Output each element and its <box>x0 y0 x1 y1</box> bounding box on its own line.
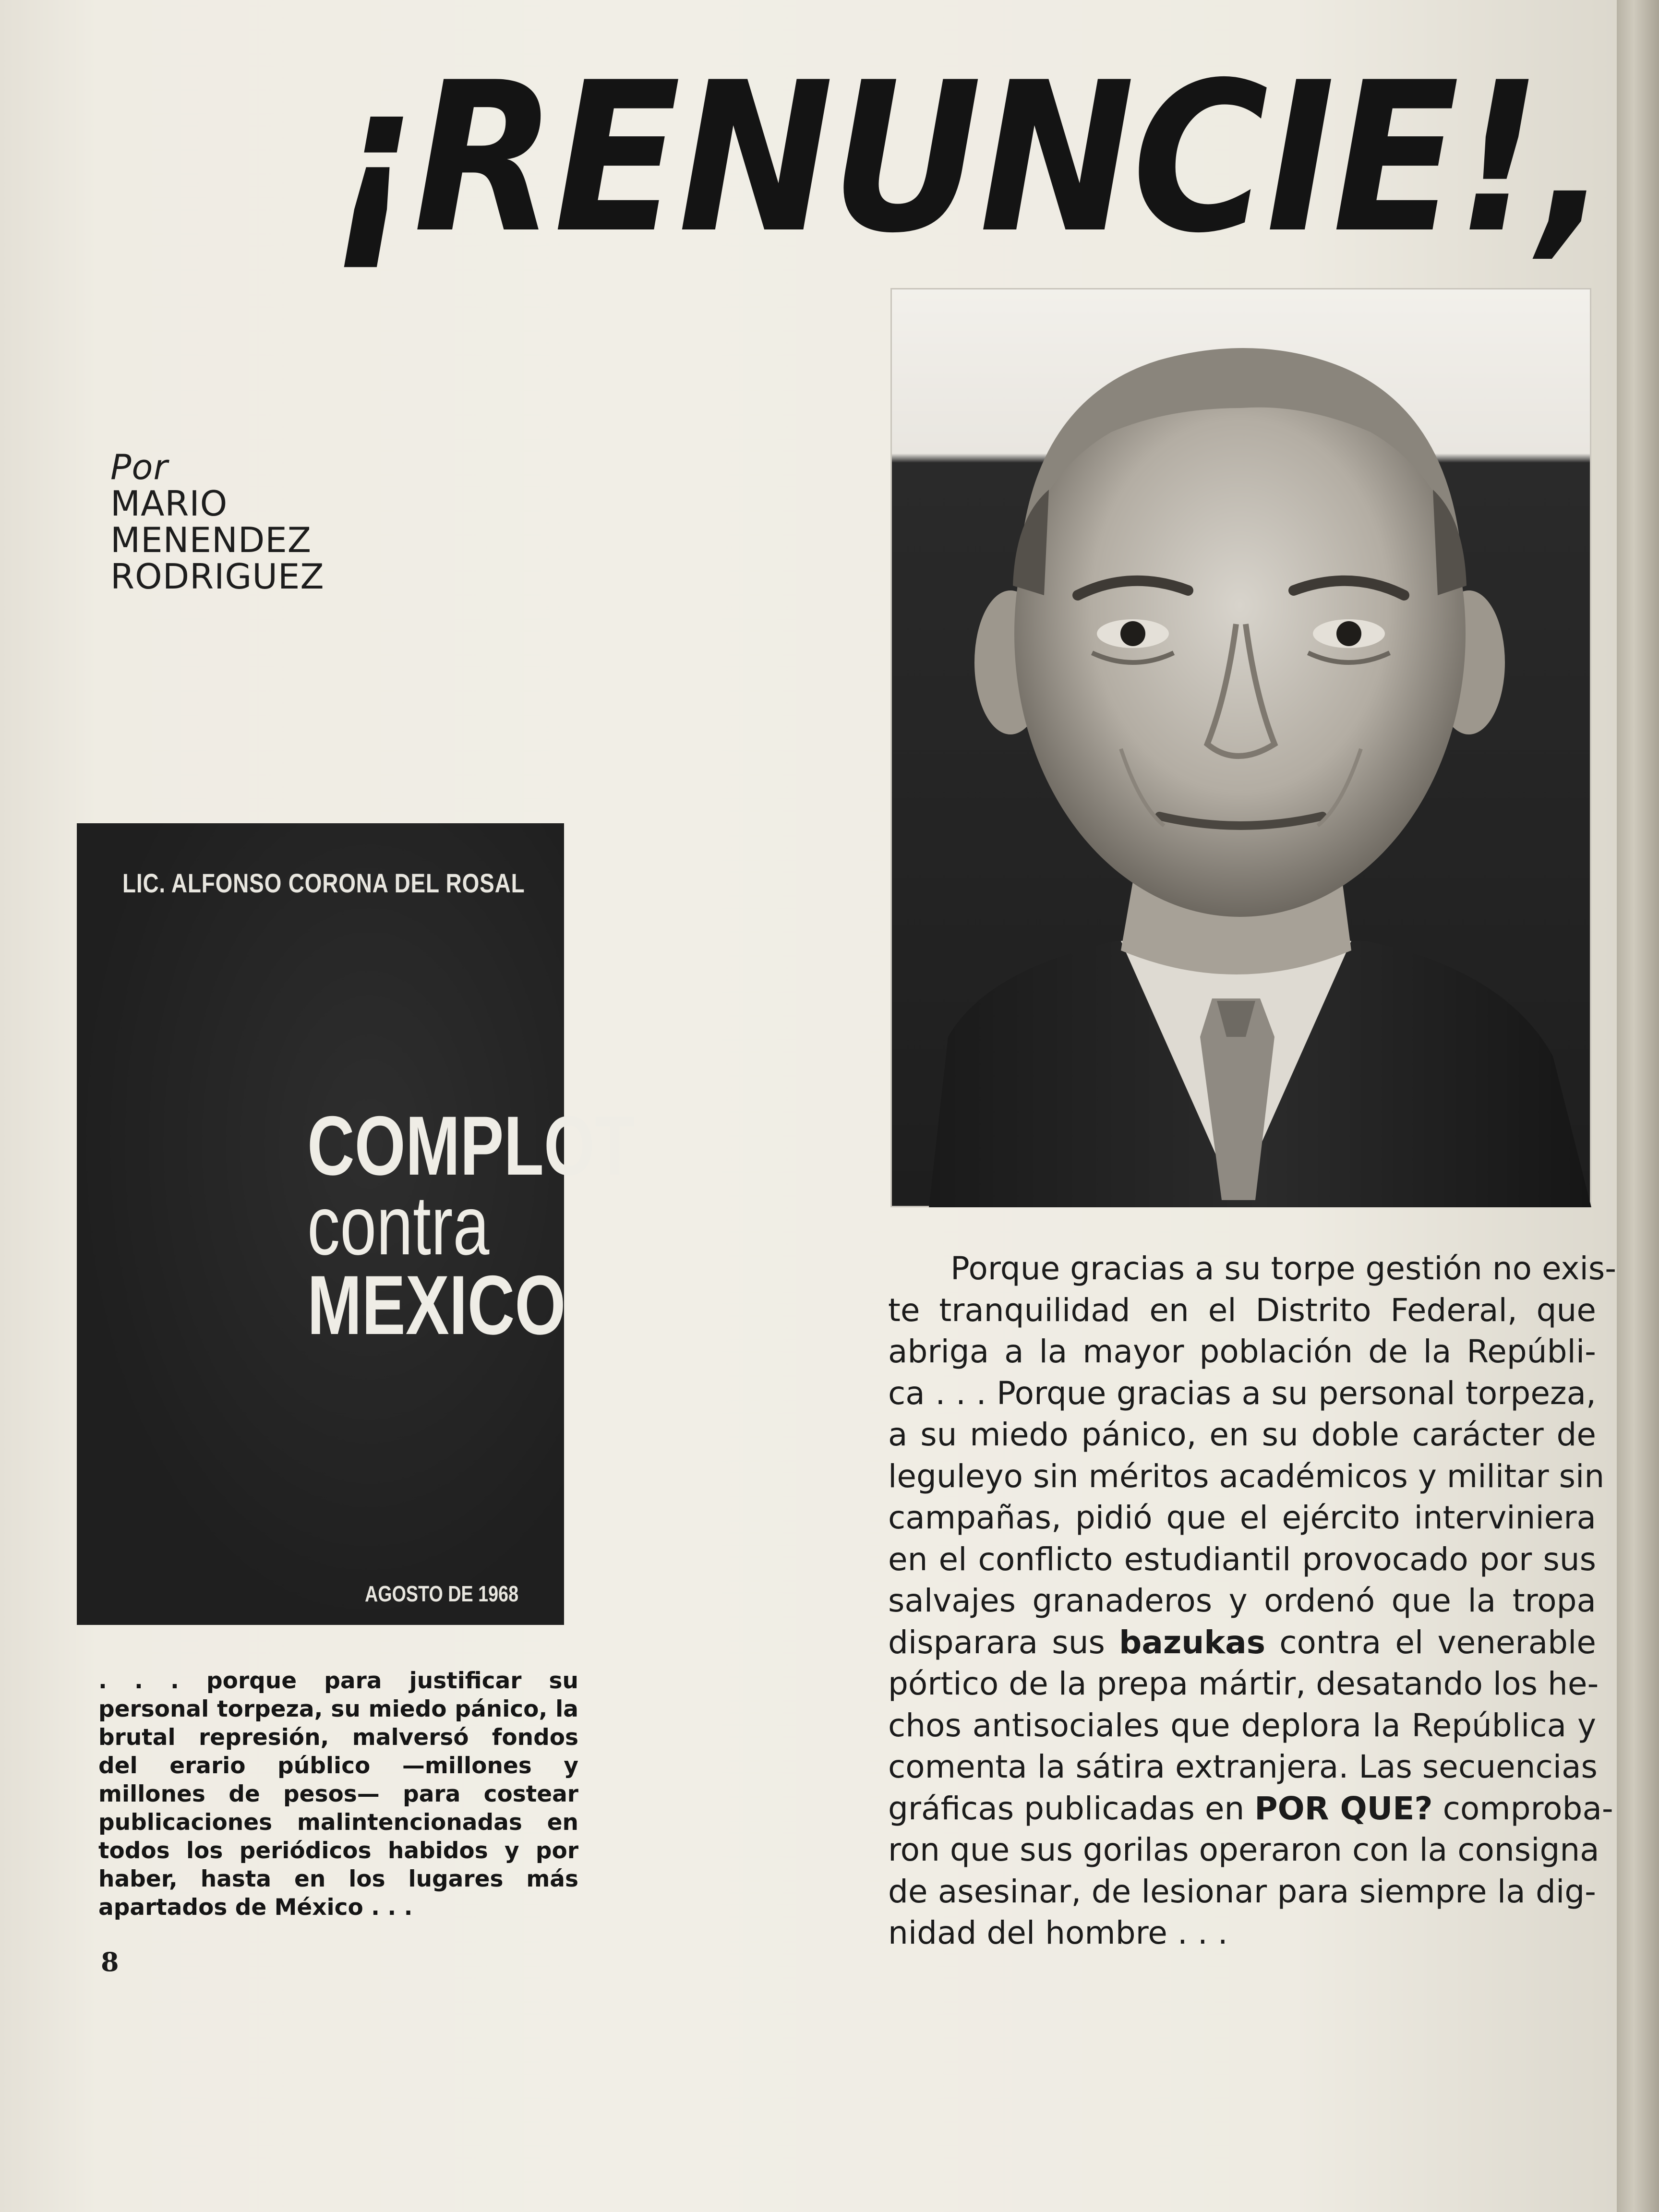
article-body <box>888 1248 1617 1954</box>
article-line: Porque gracias a su torpe gestión no exis- <box>950 1250 1617 1287</box>
article-text: contra el venerable <box>1265 1623 1596 1661</box>
article-text: comproba- <box>1432 1790 1613 1827</box>
portrait-photo-graphic <box>890 288 1591 1207</box>
byline-name-line: MENENDEZ <box>110 520 312 560</box>
article-line-with-bold <box>888 1622 1596 1664</box>
article-line: ron que sus gorilas operaron con la consigna <box>888 1831 1599 1868</box>
article-line: en el conflicto estudiantil provocado por sus <box>888 1540 1596 1578</box>
page-number: 8 <box>101 1947 119 1977</box>
article-line-with-bold <box>888 1788 1613 1830</box>
portrait-photo <box>890 288 1591 1207</box>
article-line: campañas, pidió que el ejército interviniera <box>888 1499 1596 1536</box>
article-text: gráficas publicadas en <box>888 1790 1255 1827</box>
book-title-line: MEXICO <box>307 1259 566 1352</box>
article-line: comenta la sátira extranjera. Las secuencias <box>888 1748 1598 1785</box>
book-cover-author: LIC. ALFONSO CORONA DEL ROSAL <box>122 868 525 898</box>
byline-prefix: Por <box>110 447 168 487</box>
article-line: pórtico de la prepa mártir, desatando los he- <box>888 1665 1599 1702</box>
article-line: de asesinar, de lesionar para siempre la dig- <box>888 1873 1596 1910</box>
article-line: abriga a la mayor población de la Repúbli- <box>888 1333 1596 1370</box>
book-cover-date: AGOSTO DE 1968 <box>365 1581 519 1606</box>
article-line: te tranquilidad en el Distrito Federal, que <box>888 1291 1596 1329</box>
article-line: leguleyo sin méritos académicos y militar sin <box>888 1457 1605 1495</box>
book-title-line: COMPLOT <box>307 1099 635 1193</box>
article-line: chos antisociales que deplora la República y <box>888 1707 1596 1744</box>
book-caption: . . . porque para justificar su personal torpeza, su miedo pánico, la brutal represión, malversó fondos del erario público —millones y millones de pesos— para costear publicaciones malintencionadas en todos los periódicos habidos y por haber, hasta en los lugares más apartados de México . . . <box>98 1668 578 1921</box>
article-line: salvajes granaderos y ordenó que la tropa <box>888 1582 1596 1619</box>
article-text: disparara sus <box>888 1623 1119 1661</box>
byline-name-line: MARIO <box>110 483 228 524</box>
byline-name-line: RODRIGUEZ <box>110 556 325 597</box>
bold-term-por-que: POR QUE? <box>1254 1790 1433 1827</box>
headline: ¡RENUNCIE!, <box>331 38 1607 278</box>
byline <box>110 449 325 595</box>
article-line: a su miedo pánico, en su doble carácter de <box>888 1416 1596 1453</box>
book-title-line: contra <box>307 1179 490 1273</box>
article-line: ca . . . Porque gracias a su personal torpeza, <box>888 1374 1596 1412</box>
book-cover-image <box>77 823 635 1625</box>
bold-term-bazukas: bazukas <box>1119 1623 1265 1661</box>
article-line: nidad del hombre . . . <box>888 1914 1228 1951</box>
page-edge <box>1617 0 1659 2212</box>
book-cover-title <box>307 1099 635 1352</box>
